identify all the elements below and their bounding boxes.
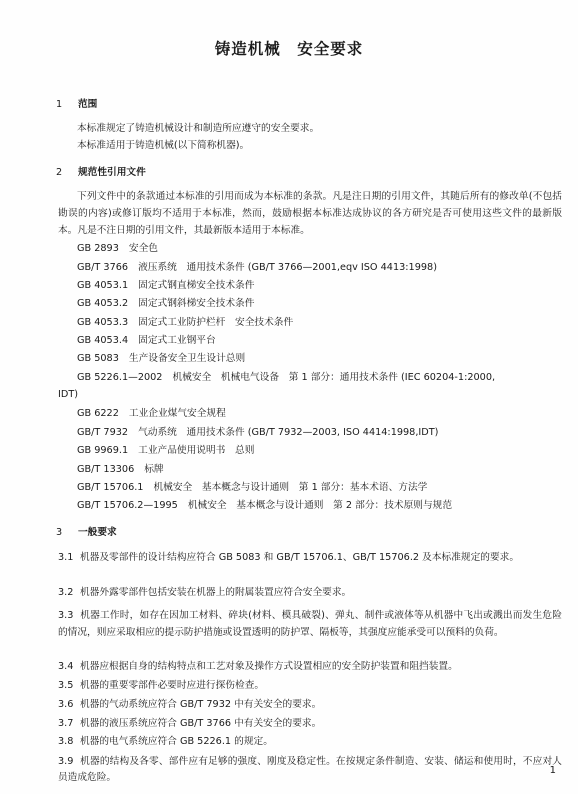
reference-item-continued	[58, 389, 78, 401]
section-3-heading	[56, 527, 117, 539]
reference-item	[77, 280, 254, 292]
reference-code: GB/T 13306	[77, 464, 135, 475]
reference-item	[77, 500, 452, 512]
reference-code: GB/T 7932	[77, 427, 129, 438]
reference-code: GB 4053.1	[77, 280, 129, 291]
reference-item	[77, 372, 495, 384]
paragraph: 本标准适用于铸造机械(以下简称机器)。	[77, 140, 250, 151]
page-number: 1	[549, 765, 556, 776]
reference-code: GB/T 3766	[77, 262, 129, 273]
clause-text: 机器的重要零部件必要时应进行探伤检查。	[80, 680, 265, 691]
clause-number: 3.5	[58, 680, 74, 691]
section-title: 范围	[78, 99, 98, 110]
reference-code: GB 2893	[77, 243, 119, 254]
clause-text: 机器的液压系统应符合 GB/T 3766 中有关安全的要求。	[80, 718, 322, 729]
reference-item	[77, 243, 158, 255]
reference-item	[77, 427, 438, 439]
reference-item	[77, 408, 226, 420]
clause-number: 3.4	[58, 661, 74, 672]
reference-code: GB 6222	[77, 408, 119, 419]
section-1-heading	[56, 99, 97, 111]
reference-title: 工业企业煤气安全规程	[128, 408, 226, 419]
document-title: 铸造机械 安全要求	[214, 40, 364, 58]
reference-title: 固定式工业防护栏杆 安全技术条件	[138, 317, 294, 328]
clause-text: 机器外露零部件包括安装在机器上的附属装置应符合安全要求。	[80, 587, 352, 598]
reference-code: GB/T 15706.1	[77, 482, 144, 493]
reference-item	[77, 298, 254, 310]
clause	[58, 587, 562, 599]
reference-title: IDT)	[58, 389, 79, 400]
reference-title: 机械安全 机械电气设备 第 1 部分：通用技术条件 (IEC 60204-1:2000,	[172, 372, 496, 383]
clause	[58, 607, 562, 641]
reference-item	[77, 482, 427, 494]
reference-title: 生产设备安全卫生设计总则	[128, 353, 246, 364]
clause	[58, 680, 562, 692]
clause-number: 3.6	[58, 699, 74, 710]
intro-paragraph: 下列文件中的条款通过本标准的引用而成为本标准的条款。凡是注日期的引用文件，其随后所有的修改单(不包括勘误的内容)或修订版均不适用于本标准，然而，鼓励根据本标准达成协议的各方研究是否可使用这些文件的最新版本。凡是不注日期的引用文件，其最新版本适用于本标准。	[58, 191, 562, 236]
reference-code: GB 4053.4	[77, 335, 129, 346]
reference-title: 机械安全 基本概念与设计通则 第 1 部分：基本术语、方法学	[153, 482, 428, 493]
clause-number: 3.9	[58, 756, 74, 767]
clause-number: 3.3	[58, 610, 74, 621]
reference-item	[77, 317, 293, 329]
reference-title: 安全色	[128, 243, 158, 254]
reference-code: GB 4053.2	[77, 298, 129, 309]
clause-number: 3.1	[58, 552, 74, 563]
clause	[58, 718, 562, 730]
reference-title: 标牌	[144, 464, 164, 475]
clause	[58, 549, 562, 566]
clause-number: 3.7	[58, 718, 74, 729]
clause-text: 机器的结构及各零、部件应有足够的强度、刚度及稳定性。在按规定条件制造、安装、储运和使用时，不应对人员造成危险。	[58, 756, 562, 783]
section-number: 3	[56, 527, 63, 538]
clause-text: 机器的气动系统应符合 GB/T 7932 中有关安全的要求。	[80, 699, 322, 710]
clause	[58, 754, 562, 786]
reference-title: 工业产品使用说明书 总则	[138, 445, 255, 456]
reference-code: GB 4053.3	[77, 317, 129, 328]
reference-item	[77, 353, 245, 365]
clause	[58, 736, 562, 748]
section-title: 一般要求	[78, 527, 117, 538]
reference-item	[77, 335, 216, 347]
section-number: 1	[56, 99, 63, 110]
reference-title: 液压系统 通用技术条件 (GB/T 3766—2001,eqv ISO 4413:1998)	[138, 262, 437, 273]
reference-item	[77, 262, 437, 274]
reference-title: 固定式工业钢平台	[138, 335, 216, 346]
clause-text: 机器应根据自身的结构特点和工艺对象及操作方式设置相应的安全防护装置和阻挡装置。	[80, 661, 458, 672]
clause-text: 机器的电气系统应符合 GB 5226.1 的规定。	[80, 736, 273, 747]
section-number: 2	[56, 167, 63, 178]
reference-title: 固定式钢直梯安全技术条件	[138, 280, 255, 291]
section-title: 规范性引用文件	[78, 167, 146, 178]
clause	[58, 661, 562, 673]
reference-code: GB 9969.1	[77, 445, 129, 456]
reference-title: 气动系统 通用技术条件 (GB/T 7932—2003, ISO 4414:1998,IDT)	[138, 427, 439, 438]
section-2-heading	[56, 167, 146, 179]
clause	[58, 699, 562, 711]
reference-code: GB 5083	[77, 353, 119, 364]
clause-text: 机器及零部件的设计结构应符合 GB 5083 和 GB/T 15706.1、GB/T 15706.2 及本标准规定的要求。	[80, 552, 520, 563]
clause-text: 机器工作时，如存在因加工材料、碎块(材料、模具破裂)、弹丸、制件或液体等从机器中飞出或溅出而发生危险的情况，则应采取相应的提示防护措施或设置透明的防护罩、隔板等，其强度应能承受可以预料的负荷。	[58, 610, 562, 638]
clause-number: 3.8	[58, 736, 74, 747]
reference-code: GB/T 15706.2—1995	[77, 500, 178, 511]
reference-title: 固定式钢斜梯安全技术条件	[138, 298, 255, 309]
reference-code: GB 5226.1—2002	[77, 372, 163, 383]
reference-title: 机械安全 基本概念与设计通则 第 2 部分：技术原则与规范	[187, 500, 453, 511]
paragraph: 本标准规定了铸造机械设计和制造所应遵守的安全要求。	[77, 123, 320, 134]
reference-item	[77, 464, 164, 476]
clause-number: 3.2	[58, 587, 74, 598]
reference-item	[77, 445, 254, 457]
